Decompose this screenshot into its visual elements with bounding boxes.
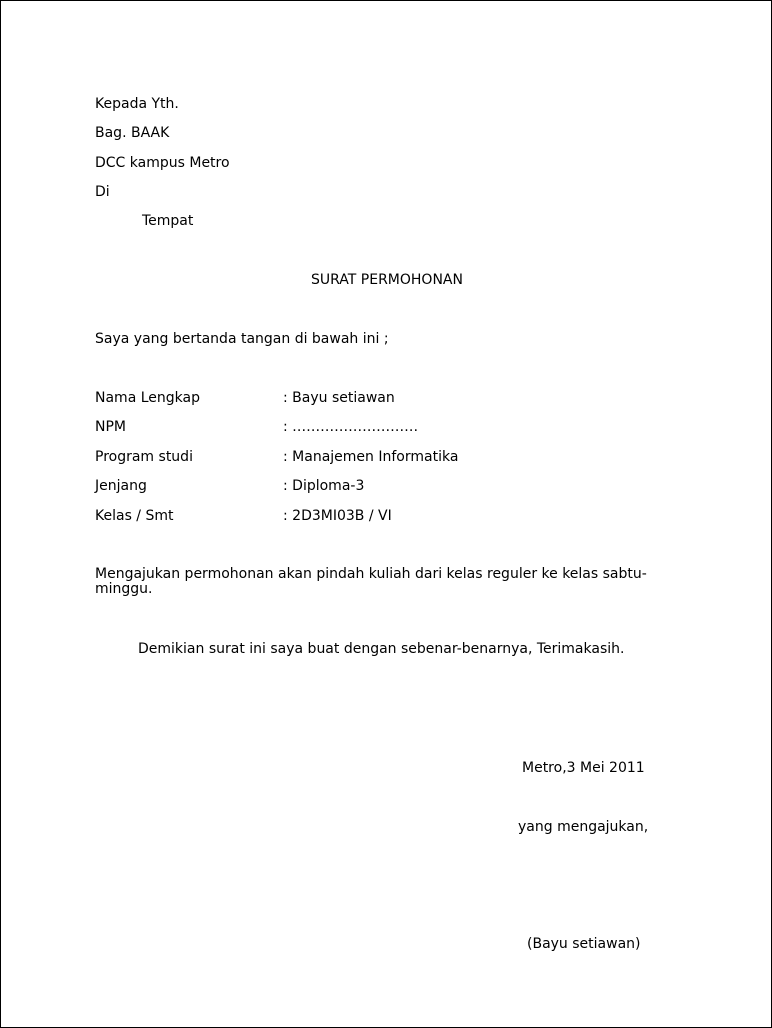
signature-name: (Bayu setiawan): [527, 936, 641, 952]
field-label-program: Program studi: [95, 449, 193, 465]
field-label-name: Nama Lengkap: [95, 390, 200, 406]
field-value-name: : Bayu setiawan: [283, 390, 395, 406]
request-paragraph: Mengajukan permohonan akan pindah kuliah dari kelas reguler ke kelas sabtu-minggu.: [95, 566, 647, 597]
field-value-level: : Diploma-3: [283, 478, 365, 494]
letter-title: SURAT PERMOHONAN: [311, 272, 463, 288]
field-label-npm: NPM: [95, 419, 126, 435]
address-line-place: Tempat: [142, 213, 194, 229]
field-label-level: Jenjang: [95, 478, 147, 494]
signature-applicant-label: yang mengajukan,: [518, 819, 649, 835]
intro-text: Saya yang bertanda tangan di bawah ini ;: [95, 331, 389, 347]
field-label-class: Kelas / Smt: [95, 508, 174, 524]
address-line-campus: DCC kampus Metro: [95, 155, 230, 171]
field-value-program: : Manajemen Informatika: [283, 449, 459, 465]
address-line-di: Di: [95, 184, 110, 200]
address-line-recipient: Kepada Yth.: [95, 96, 179, 112]
closing-sentence: Demikian surat ini saya buat dengan sebenar-benarnya, Terimakasih.: [138, 641, 625, 657]
field-value-class: : 2D3MI03B / VI: [283, 508, 392, 524]
signature-place-date: Metro,3 Mei 2011: [522, 760, 645, 776]
field-value-npm: : ………………………: [283, 419, 419, 435]
address-line-department: Bag. BAAK: [95, 125, 170, 141]
